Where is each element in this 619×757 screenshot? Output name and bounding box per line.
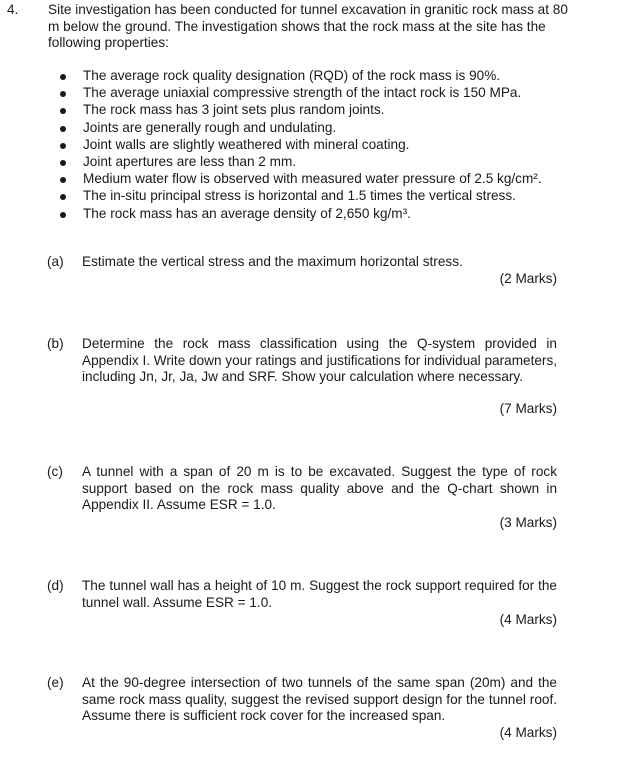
- bullet-icon: [60, 126, 66, 132]
- part-c-marks: (3 Marks): [499, 515, 557, 530]
- list-item: [60, 85, 580, 102]
- property-text: Joints are generally rough and undulating.: [83, 119, 337, 135]
- property-text: The average uniaxial compressive strength of the intact rock is 150 MPa.: [83, 85, 522, 101]
- list-item: [60, 102, 580, 119]
- part-e-marks: (4 Marks): [499, 725, 557, 740]
- part-e-label: (e): [47, 675, 64, 690]
- bullet-icon: [60, 194, 66, 200]
- question-intro: Site investigation has been conducted for tunnel excavation in granitic rock mass at 80 m below the ground. The investigation shows that the rock mass at the site has the following properties:: [48, 2, 568, 50]
- bullet-icon: [60, 108, 66, 114]
- list-item: [60, 154, 580, 171]
- list-item: [60, 68, 580, 85]
- bullet-icon: [60, 74, 66, 80]
- part-e-text: At the 90-degree intersection of two tunnels of the same span (20m) and the same rock mass quality, suggest the revised support design for the tunnel roof. Assume there is sufficient rock cover for the increased span.: [82, 675, 557, 723]
- part-a-text: Estimate the vertical stress and the maximum horizontal stress.: [82, 254, 463, 269]
- part-d-marks: (4 Marks): [499, 612, 557, 627]
- part-a-marks: (2 Marks): [499, 271, 557, 286]
- list-item: [60, 206, 580, 223]
- property-text: The rock mass has 3 joint sets plus random joints.: [83, 102, 385, 118]
- property-text: The average rock quality designation (RQD) of the rock mass is 90%.: [83, 68, 501, 83]
- list-item: [60, 188, 580, 205]
- part-d-label: (d): [47, 578, 64, 593]
- bullet-icon: [60, 160, 66, 166]
- part-d-text: The tunnel wall has a height of 10 m. Suggest the rock support required for the tunnel wall. Assume ESR = 1.0.: [82, 578, 557, 610]
- part-a-label: (a): [47, 254, 64, 269]
- property-text: The rock mass has an average density of 2,650 kg/m³.: [83, 205, 411, 221]
- part-c-label: (c): [47, 464, 63, 479]
- bullet-icon: [60, 91, 66, 97]
- property-text: Joint apertures are less than 2 mm.: [83, 153, 297, 169]
- part-c-text: A tunnel with a span of 20 m is to be excavated. Suggest the type of rock support based on the rock mass quality above and the Q-chart shown in Appendix II. Assume ESR = 1.0.: [82, 464, 557, 512]
- list-item: [60, 120, 580, 137]
- list-item: [60, 137, 580, 154]
- part-b-text: Determine the rock mass classification using the Q-system provided in Appendix I. Write down your ratings and justifications for individual parameters, including Jn, Jr, Ja, Jw and SRF. Show your calculation where necessary.: [82, 336, 558, 384]
- property-text: Medium water flow is observed with measured water pressure of 2.5 kg/cm².: [83, 171, 542, 187]
- list-item: [60, 171, 580, 188]
- property-text: The in-situ principal stress is horizontal and 1.5 times the vertical stress.: [83, 188, 516, 204]
- property-list: [60, 68, 580, 223]
- property-text: Joint walls are slightly weathered with mineral coating.: [83, 136, 410, 152]
- part-b-marks: (7 Marks): [499, 401, 557, 416]
- question-number: 4.: [7, 2, 19, 17]
- bullet-icon: [60, 143, 66, 149]
- bullet-icon: [60, 212, 66, 218]
- part-b-label: (b): [47, 336, 64, 351]
- bullet-icon: [60, 177, 66, 183]
